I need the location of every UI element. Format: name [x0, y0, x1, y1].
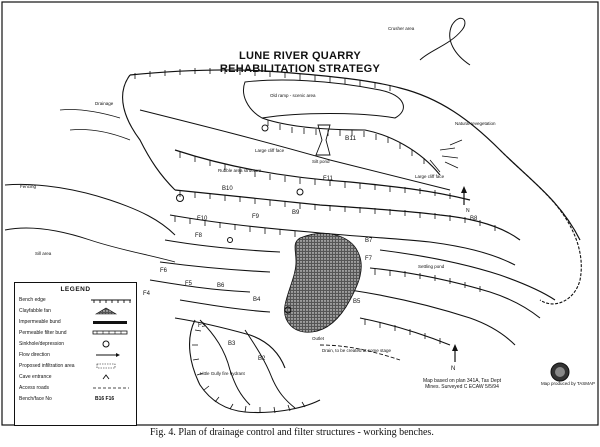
legend	[14, 282, 137, 426]
tasmap-seal-inner	[555, 367, 565, 377]
label-f9: F9	[252, 214, 260, 220]
b11-hachure	[268, 120, 424, 164]
label-f7: F7	[365, 256, 373, 262]
northwest-drain	[60, 109, 130, 140]
legend-label: Bench/face No	[19, 396, 52, 402]
label-settling-pond: Settling pond	[418, 264, 445, 269]
label-f6: F6	[160, 268, 168, 274]
access-road-symbol	[91, 385, 131, 391]
bench-b7-hachure	[375, 269, 480, 292]
sinkhole	[228, 238, 233, 243]
label-large-cliff-face: Large cliff face	[255, 148, 285, 153]
label-f10: F10	[197, 216, 208, 222]
label-b3: B3	[228, 341, 236, 347]
legend-item-impermeable-bund	[19, 319, 61, 325]
permeable-bund-symbol	[91, 330, 131, 336]
bench-b10-f10	[175, 190, 520, 240]
label-b9: B9	[292, 210, 300, 216]
legend-label: Clayfabble fan	[19, 308, 51, 314]
bench-b10-hachure	[180, 191, 495, 231]
upper-boundary	[130, 70, 580, 240]
label-f4: F4	[143, 291, 151, 297]
map-title-line-2: REHABILITATION STRATEGY	[219, 63, 381, 75]
infiltration-symbol	[91, 363, 131, 369]
legend-item-bench-face-no	[19, 396, 52, 402]
revegetation-marks	[430, 140, 462, 172]
flow-arrow-icon	[91, 352, 131, 358]
sinkhole	[262, 125, 268, 131]
legend-label: Cave entrance	[19, 374, 52, 380]
sinkhole	[297, 189, 303, 195]
label-b7: B7	[365, 238, 373, 244]
bench-face-symbol: B16 F16	[95, 396, 115, 402]
north-label-lower: N	[451, 366, 456, 372]
label-f11: F11	[323, 176, 333, 182]
legend-item-cave-entrance	[19, 374, 52, 380]
b11-area	[262, 118, 440, 175]
label-natural-revegetation: Natural revegetation	[455, 121, 496, 126]
bench-edge-symbol	[91, 298, 131, 304]
cliff-face	[140, 110, 450, 190]
legend-item-infiltration	[19, 363, 75, 369]
label-old-ramp: Old ramp - scenic area	[270, 93, 316, 98]
legend-label: Proposed infiltration area	[19, 363, 75, 369]
label-f3: F3	[198, 323, 206, 329]
legend-label: Flow direction	[19, 352, 50, 358]
label-b11: B11	[345, 135, 357, 142]
label-little-gully: Little Gully fire hydrant	[200, 371, 245, 376]
west-river	[5, 184, 175, 235]
legend-item-flow-direction	[19, 352, 50, 358]
west-river-2	[5, 228, 175, 262]
label-crusher-area: Crusher area	[388, 26, 415, 31]
label-b4: B4	[253, 297, 261, 303]
north-arrow	[452, 186, 467, 362]
label-b2: B2	[258, 356, 266, 362]
legend-item-sinkhole	[19, 341, 64, 347]
map-produced-note: Map produced by TASMAP	[540, 381, 596, 386]
clay-fan-symbol	[91, 307, 131, 315]
label-b6: B6	[217, 283, 225, 289]
north-label-upper: N	[466, 208, 470, 214]
legend-title: LEGEND	[60, 286, 91, 293]
map-base-note: Map based on plan 341A, Tas Dept Mines. Surveyed C ECAW 5/5/94	[422, 378, 502, 390]
legend-label: Permeable filter bund	[19, 330, 67, 336]
legend-label: Bench edge	[19, 297, 46, 303]
label-sill-area: Sill area	[35, 251, 52, 256]
label-b8: B8	[470, 216, 478, 222]
east-edge	[500, 150, 581, 304]
legend-label: Access roads	[19, 385, 50, 391]
label-rubble-area: Rubble area structure	[218, 168, 262, 173]
legend-item-permeable-filter-bund	[19, 330, 67, 336]
upper-west-outline	[123, 75, 175, 190]
label-large-cliff-face: Large cliff face	[415, 174, 445, 179]
map-title-line-1: LUNE RIVER QUARRY	[238, 50, 362, 62]
label-b5: B5	[353, 299, 361, 305]
sinkhole-symbol	[91, 340, 131, 348]
label-fencing: Fencing	[20, 184, 37, 189]
clay-fan	[285, 233, 362, 332]
label-drainage: Drainage	[95, 101, 114, 106]
lower-outline	[190, 320, 320, 413]
legend-label: Sinkhole/depression	[19, 341, 65, 347]
legend-label: Impermeable bund	[19, 319, 61, 325]
old-ramp-loop	[244, 80, 404, 118]
bench-b5-hachure	[365, 319, 440, 344]
label-silt-pond: Silt pond	[312, 159, 330, 164]
label-b10: B10	[222, 186, 233, 192]
label-f8: F8	[195, 233, 203, 239]
cave-entrance-icon	[91, 374, 131, 380]
bench-b2	[245, 330, 295, 408]
label-outlet: Outlet	[312, 336, 325, 341]
figure-caption: Fig. 4. Plan of drainage control and filter structures - working benches.	[150, 427, 434, 438]
legend-item-clay-fan	[19, 308, 51, 314]
legend-item-access-roads	[19, 385, 49, 391]
label-drain-note: Drain, to be created at some stage	[322, 348, 392, 353]
label-f5: F5	[185, 281, 193, 287]
impermeable-bund-symbol	[91, 320, 131, 326]
legend-item-bench-edge	[19, 297, 46, 303]
